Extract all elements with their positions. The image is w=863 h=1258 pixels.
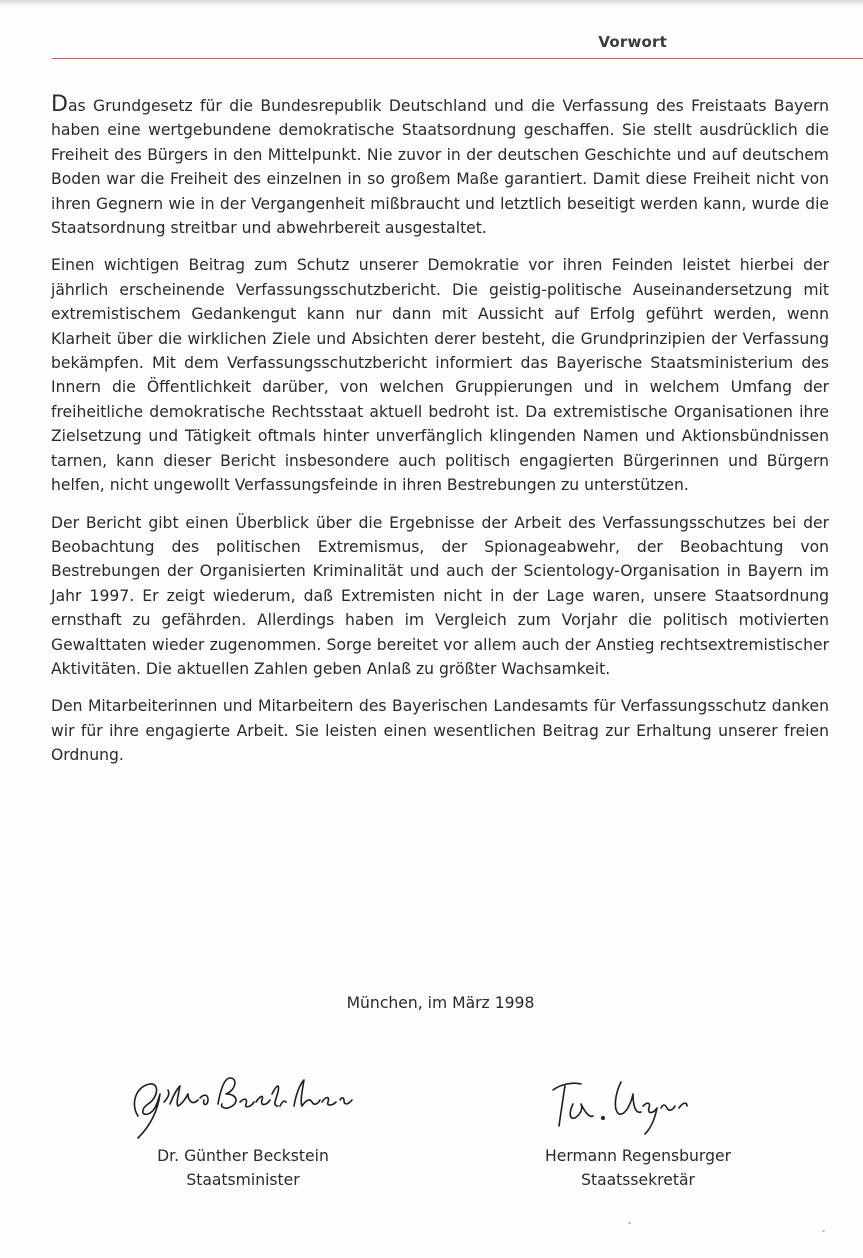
paragraph-4: Den Mitarbeiterinnen und Mitarbeitern des Bayerischen Landesamts für Verfassungsschutz danken wir für ihre engagierte Arbeit. Sie leisten einen wesentlichen Beitrag zur Erhaltung unserer freien Ordnung.: [51, 697, 829, 765]
signatory-role: Staatsminister: [186, 1171, 300, 1189]
paragraph-3: Der Bericht gibt einen Überblick über die Ergebnisse der Arbeit des Verfassungsschutzes bei der Beobachtung des politischen Extremismus, der Spionageabwehr, der Beobachtung von Bestrebungen der Organisierten Kriminalität und auch der Scientology-Organisation in Bayern im Jahr 1997. Er zeigt wiederum, daß Extremisten nicht in der Lage waren, unsere Staatsordnung ernsthaft zu gefährden. Allerdings haben im Vergleich zum Vorjahr die politisch motivierten Gewalttaten wieder zugenommen. Sorge bereitet vor allem auch der Anstieg rechtsextremistischer Aktivitäten. Die aktuellen Zahlen geben Anlaß zu größter Wachsamkeit.: [51, 513, 829, 678]
body-text: [51, 94, 829, 781]
handwritten-signature-beckstein: [108, 1064, 378, 1144]
paragraph-2: Einen wichtigen Beitrag zum Schutz unserer Demokratie vor ihren Feinden leistet hierbei der jährlich erscheinende Verfassungsschutzbericht. Die geistig-politische Auseinandersetzung mit extremistischem Gedankengut kann nur dann mit Aussicht auf Erfolg geführt werden, wenn Klarheit über die wirklichen Ziele und Absichten derer besteht, die Grundprinzipien der Verfassung bekämpfen. Mit dem Verfassungsschutzbericht informiert das Bayerische Staatsministerium des Innern die Öffentlichkeit darüber, von welchen Gruppierungen und in welchem Umfang der freiheitliche demokratische Rechtsstaat aktuell bedroht ist. Da extremistische Organisationen ihre Zielsetzung und Tätigkeit oftmals hinter unverfänglich klingenden Namen und Aktionsbündnissen tarnen, kann dieser Bericht insbesondere auch politisch engagierten Bürgerinnen und Bürgern helfen, nicht ungewollt Verfassungsfeinde in ihren Bestrebungen zu unterstützen.: [51, 256, 829, 495]
paragraph-1-text: as Grundgesetz für die Bundesrepublik Deutschland und die Verfassung des Freistaats Bayern haben eine wertgebundene demokratische Staatsordnung geschaffen. Sie stellt ausdrücklich die Freiheit des Bürgers in den Mittelpunkt. Nie zuvor in der deutschen Geschichte und auf deutschem Boden war die Freiheit des einzelnen in so großem Maße garantiert. Damit diese Freiheit nicht von ihren Gegnern wie in der Vergangenheit mißbraucht und letztlich beseitigt werden kann, wurde die Staatsordnung streitbar und abwehrbereit ausgestaltet.: [51, 97, 829, 238]
place-date: München, im März 1998: [346, 994, 535, 1012]
header-rule: [52, 58, 863, 59]
scan-top-edge: [0, 0, 863, 6]
signatory-role: Staatssekretär: [581, 1171, 695, 1189]
signature-block-beckstein: [103, 1064, 383, 1192]
handwritten-signature-regensburger: [503, 1064, 773, 1144]
signatory-name: Hermann Regensburger: [545, 1147, 731, 1165]
signatory-name: Dr. Günther Beckstein: [157, 1147, 329, 1165]
signature-block-regensburger: [498, 1064, 778, 1192]
page-title: Vorwort: [598, 33, 667, 51]
initial-letter: D: [51, 92, 68, 117]
scan-speck: [628, 1222, 631, 1224]
scan-speck: [822, 1230, 825, 1232]
paragraph-1: [51, 94, 829, 240]
